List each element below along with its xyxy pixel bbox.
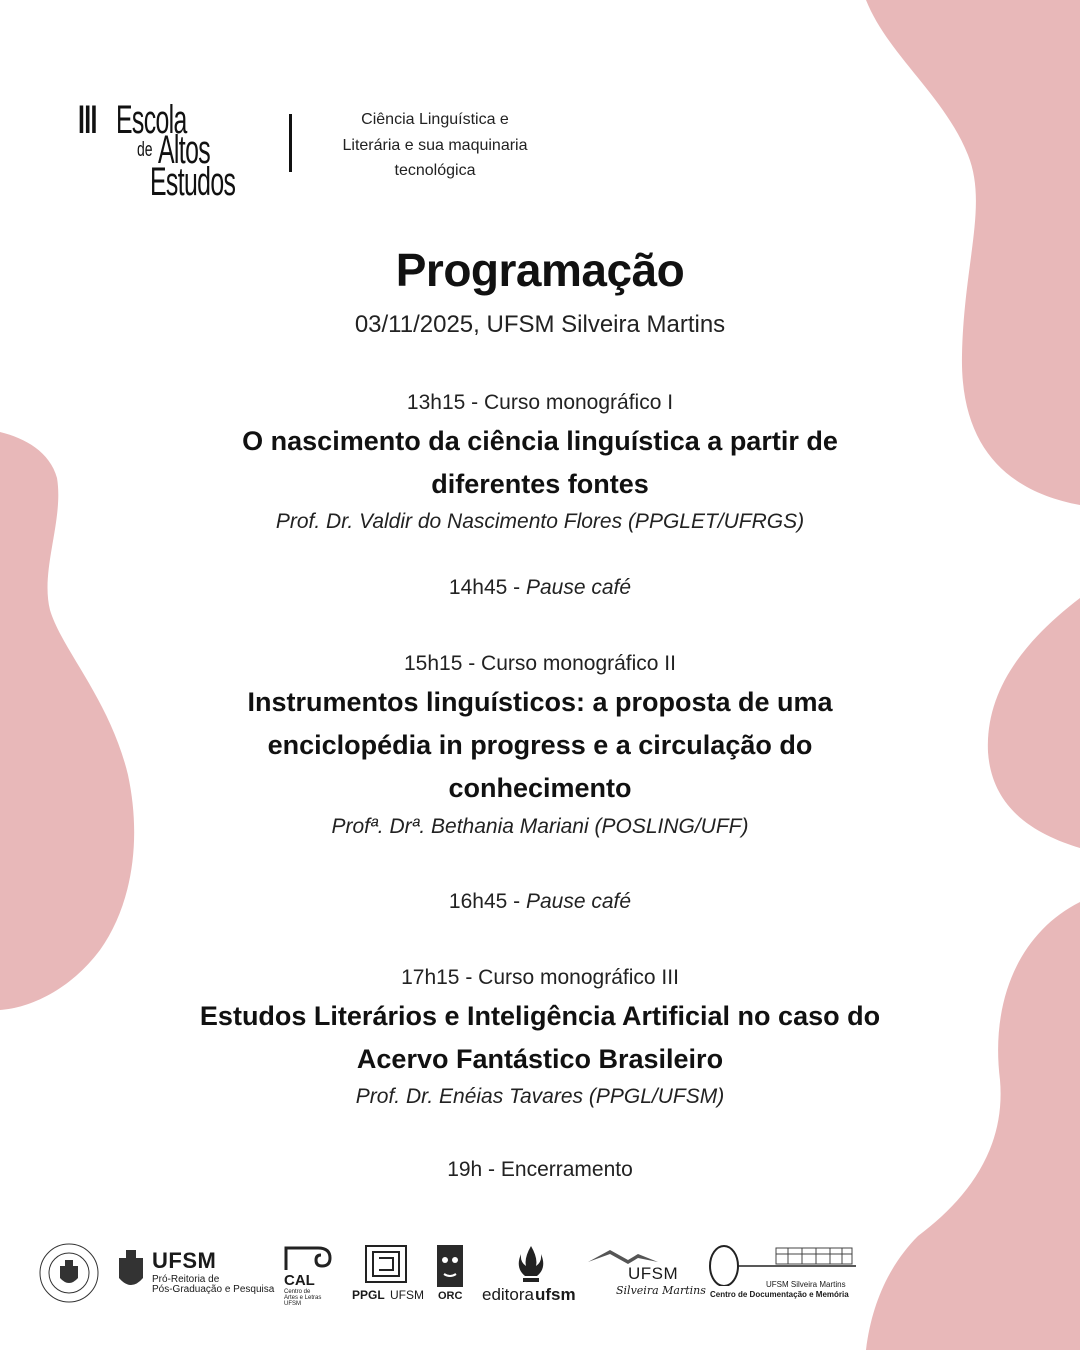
break-label: Pause café bbox=[525, 890, 632, 913]
break-1 bbox=[0, 576, 1080, 600]
event-date-location: 03/11/2025, UFSM Silveira Martins bbox=[354, 311, 726, 338]
seal-icon bbox=[38, 1242, 100, 1304]
tagline-line: Ciência Linguística e bbox=[361, 111, 509, 128]
speaker-affiliation: (PPGLET/UFRGS) bbox=[627, 510, 805, 533]
escola-altos-estudos-logo bbox=[78, 98, 278, 202]
logo-word-de: de bbox=[137, 139, 153, 161]
title-line: Instrumentos linguísticos: a proposta de uma bbox=[247, 687, 833, 717]
editora-name: ufsm bbox=[535, 1285, 576, 1304]
ufsm-silveira-martins-logo bbox=[588, 1248, 706, 1304]
ppgl-name: PPGL bbox=[352, 1288, 385, 1302]
logo-number: III bbox=[78, 98, 97, 142]
editora-ufsm-logo bbox=[482, 1244, 582, 1304]
session-1-speaker bbox=[0, 510, 1080, 534]
title-line: conhecimento bbox=[448, 773, 632, 803]
cal-line1: Centro de bbox=[284, 1289, 311, 1295]
prpgp-name: UFSM bbox=[152, 1248, 217, 1273]
break-time: 16h45 - bbox=[448, 890, 526, 913]
title-line: O nascimento da ciência linguística a partir de bbox=[242, 426, 838, 456]
orc-name: ORC bbox=[438, 1290, 463, 1302]
prpgp-line1: Pró-Reitoria de bbox=[152, 1274, 220, 1285]
flame-icon bbox=[516, 1244, 546, 1284]
speaker-name: Profª. Drª. Bethania Mariani bbox=[331, 815, 589, 838]
speaker-name: Prof. Dr. Valdir do Nascimento Flores bbox=[275, 510, 623, 533]
closing: 19h - Encerramento bbox=[447, 1158, 633, 1181]
session-2-title bbox=[150, 681, 930, 810]
blob-right-middle bbox=[988, 598, 1080, 848]
session-1-time: 13h15 - Curso monográfico I bbox=[406, 391, 674, 414]
break-time: 14h45 - bbox=[448, 576, 526, 599]
ufsm-prpgp-logo bbox=[116, 1248, 275, 1298]
tagline-line: tecnológica bbox=[394, 162, 476, 179]
ufsm-seal-logo bbox=[38, 1242, 100, 1304]
cdm-logo bbox=[708, 1244, 860, 1304]
crest-icon bbox=[116, 1248, 146, 1294]
header-divider bbox=[289, 114, 292, 172]
spiral-icon bbox=[284, 1244, 334, 1272]
tagline-line: Literária e sua maquinaria bbox=[342, 136, 528, 154]
title-line: enciclopédia in progress e a circulação do bbox=[267, 730, 813, 760]
partner-logos bbox=[0, 1236, 1080, 1316]
tagline bbox=[325, 107, 545, 184]
editora-prefix: editora bbox=[482, 1285, 534, 1304]
cdm-line2: Centro de Documentação e Memória bbox=[710, 1290, 849, 1299]
prpgp-line2: Pós-Graduação e Pesquisa bbox=[152, 1284, 275, 1295]
speaker-affiliation: (POSLING/UFF) bbox=[594, 815, 749, 838]
session-3-title bbox=[130, 995, 950, 1081]
cal-line3: UFSM bbox=[284, 1301, 301, 1307]
break-label: Pause café bbox=[525, 576, 632, 599]
cal-name: CAL bbox=[284, 1272, 315, 1289]
session-2-speaker bbox=[0, 815, 1080, 839]
logo-word-escola: Escola bbox=[116, 98, 187, 142]
cal-line2: Artes e Letras bbox=[284, 1295, 322, 1301]
title-line: diferentes fontes bbox=[431, 469, 649, 499]
break-2 bbox=[0, 890, 1080, 914]
title-line: Acervo Fantástico Brasileiro bbox=[356, 1044, 724, 1074]
cal-logo bbox=[284, 1244, 340, 1307]
face-icon bbox=[436, 1244, 464, 1288]
ppgl-emblem-icon bbox=[364, 1244, 408, 1284]
silveira-name: UFSM bbox=[628, 1264, 679, 1283]
ppgl-sub: UFSM bbox=[390, 1288, 424, 1302]
speaker-affiliation: (PPGL/UFSM) bbox=[588, 1085, 725, 1108]
speaker-name: Prof. Dr. Enéias Tavares bbox=[355, 1085, 584, 1108]
cdm-line1: UFSM Silveira Martins bbox=[766, 1280, 846, 1289]
session-3-speaker bbox=[0, 1085, 1080, 1109]
title-line: Estudos Literários e Inteligência Artificial no caso do bbox=[199, 1001, 881, 1031]
session-2-time: 15h15 - Curso monográfico II bbox=[404, 652, 676, 675]
page-title: Programação bbox=[395, 244, 685, 296]
logo-word-altos: Altos bbox=[158, 128, 211, 172]
ppgl-logo bbox=[352, 1244, 422, 1304]
silveira-script: Silveira Martins bbox=[616, 1284, 706, 1297]
logo-word-estudos: Estudos bbox=[150, 160, 236, 204]
orc-logo bbox=[436, 1244, 466, 1304]
session-1-title bbox=[150, 420, 930, 506]
session-3-time: 17h15 - Curso monográfico III bbox=[401, 966, 679, 989]
